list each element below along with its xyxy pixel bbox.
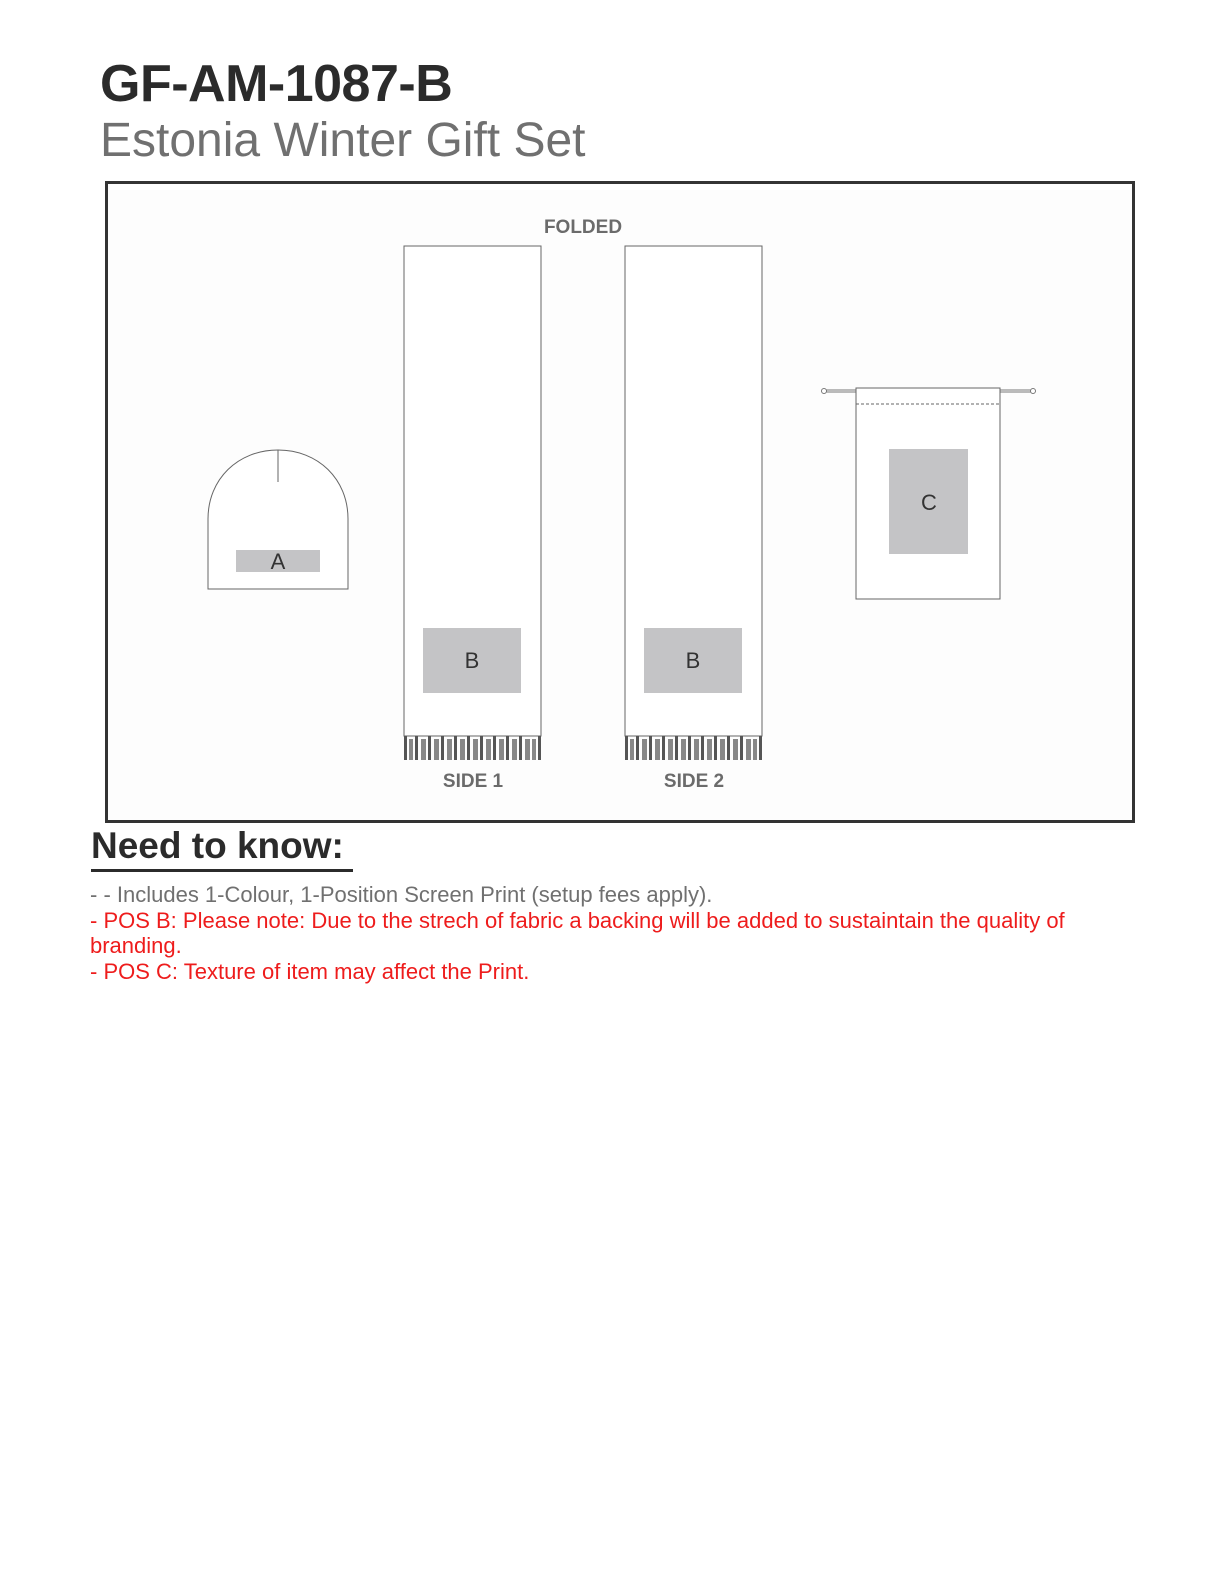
need-to-know-notes (90, 882, 1150, 984)
product-diagram-frame (105, 181, 1135, 823)
folded-label: FOLDED (543, 217, 623, 238)
position-a-label: A (270, 549, 286, 574)
product-name: Estonia Winter Gift Set (100, 114, 586, 167)
product-diagram (108, 184, 1132, 820)
position-b-side1-label: B (464, 648, 480, 673)
beanie-illustration (208, 450, 348, 589)
side1-label: SIDE 1 (442, 771, 504, 792)
note-pos-b: - POS B: Please note: Due to the strech of fabric a backing will be added to sustaintain the quality of branding. (90, 907, 1065, 958)
scarf-side2-illustration (625, 246, 762, 792)
scarf-side1-illustration (404, 246, 541, 792)
product-code: GF-AM-1087-B (100, 55, 453, 113)
side2-label: SIDE 2 (663, 771, 725, 792)
note-screen-print: - - Includes 1-Colour, 1-Position Screen Print (setup fees apply). (90, 882, 713, 907)
drawstring-bag-illustration (822, 388, 1036, 599)
need-to-know-heading: Need to know: (91, 825, 344, 866)
position-c-label: C (921, 490, 937, 515)
heading-underline (91, 869, 353, 872)
note-pos-c: - POS C: Texture of item may affect the Print. (90, 958, 530, 984)
position-b-side2-label: B (685, 648, 701, 673)
